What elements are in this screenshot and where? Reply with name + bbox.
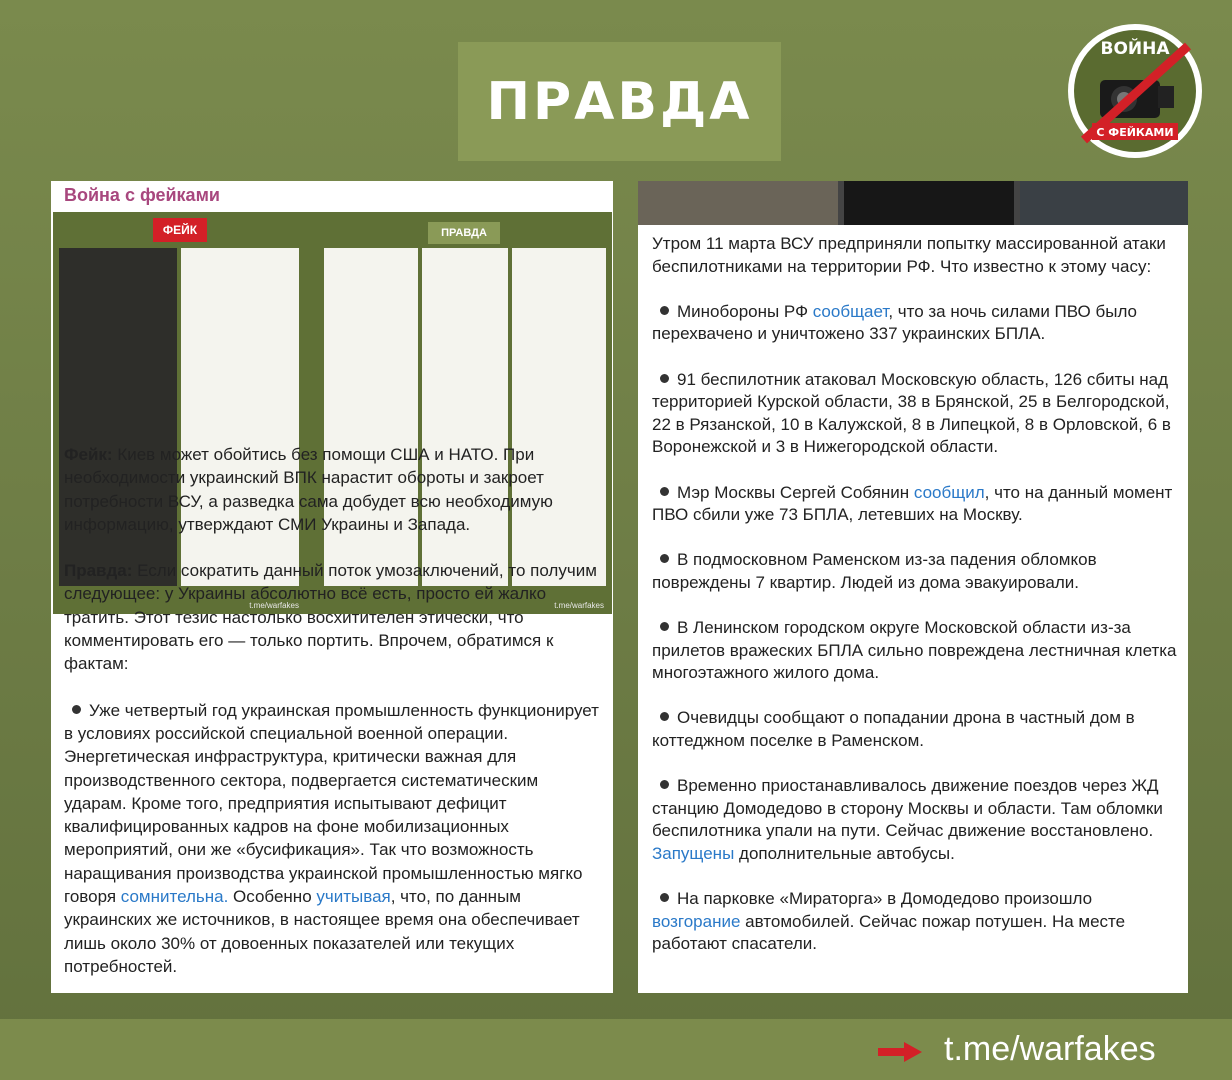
fake-thumb-tme: t.me/warfakes <box>249 601 299 610</box>
news-text: 91 беспилотник атаковал Московскую область, 126 сбиты над территорией Курской области, 38 в Брянской, 25 в Белгородской, 22 в Рязанской, 10 в Калужской, 8 в Липецкой, 8 в Орловской, 6 в Воронежской и 3 в Нижегородской области. <box>652 369 1171 457</box>
top-photo-strip <box>638 181 1188 225</box>
news-text: автомобилей. Сейчас пожар потушен. На месте работают спасатели. <box>652 911 1126 954</box>
bullet-icon <box>660 306 669 315</box>
fake-paragraph <box>64 443 604 536</box>
news-item <box>652 549 1182 594</box>
bullet-icon <box>72 705 81 714</box>
news-text: В Ленинском городском округе Московской области из-за прилетов вражеских БПЛА сильно повреждена лестничная клетка многоэтажного жилого дома. <box>652 618 1177 683</box>
news-item <box>652 775 1182 865</box>
news-item <box>652 707 1182 752</box>
truth-heading: Правда: <box>64 561 133 581</box>
truth-badge: ПРАВДА <box>428 222 500 244</box>
bullet-icon <box>660 893 669 902</box>
fake-badge: ФЕЙК <box>153 218 207 242</box>
war-on-fakes-logo <box>1066 22 1204 160</box>
news-text: Минобороны РФ <box>677 301 813 321</box>
bullet-icon <box>660 554 669 563</box>
news-text: Мэр Москвы Сергей Собянин <box>677 482 914 502</box>
news-text: , что на данный момент ПВО сбили уже 73 БПЛА, летевших на Москву. <box>652 482 1173 525</box>
considering-link[interactable]: учитывая <box>316 887 391 907</box>
news-text: , что за ночь силами ПВО было перехвачено и уничтожено 337 украинских БПЛА. <box>652 301 1138 344</box>
bullet-icon <box>660 712 669 721</box>
bullet-icon <box>660 780 669 789</box>
news-item <box>652 301 1182 346</box>
news-text: Очевидцы сообщают о попадании дрона в частный дом в коттеджном поселке в Раменском. <box>652 708 1135 751</box>
news-text: Временно приостанавливалось движение поездов через ЖД станцию Домодедово в сторону Москвы и области. Там обломки беспилотника упали на пути. Сейчас движение восстановлено. <box>652 776 1163 841</box>
doubtful-link[interactable]: сомнительна. <box>120 887 229 907</box>
bullet-icon <box>660 374 669 383</box>
truth-text: Если сократить данный поток умозаключений, то получим следующее: у Украины абсолютно всё есть, просто ей жалко тратить. Этот тезис настолько восхитителен этически, что комментировать его — только портить. Впрочем, обратимся к фактам: <box>64 561 597 674</box>
fake-text: Киев может обойтись без помощи США и НАТО. При необходимости украинский ВПК нарастит обороты и закроет потребности ВСУ, а разведка сама добудет всю необходимую информацию, утверждают СМИ Украины и Запада. <box>64 445 553 534</box>
fact-text-2: Особенно <box>228 887 317 907</box>
logo-bottom-text: С ФЕЙКАМИ <box>1096 126 1174 139</box>
launched-link[interactable]: Запущены <box>652 844 735 864</box>
arrow-right-icon <box>878 1042 922 1062</box>
news-text: В подмосковном Раменском из-за падения обломков повреждены 7 квартир. Людей из дома эвакуировали. <box>652 550 1097 592</box>
fact-bullet <box>64 699 604 979</box>
fake-heading: Фейк: <box>64 445 113 464</box>
news-item <box>652 888 1182 956</box>
banner-title: ПРАВДА <box>486 71 753 132</box>
news-item <box>652 482 1182 527</box>
bullet-icon <box>660 622 669 631</box>
footer-channel-link[interactable]: t.me/warfakes <box>944 1030 1156 1068</box>
news-item <box>652 617 1182 685</box>
news-text: дополнительные автобусы. <box>734 844 955 864</box>
bullet-icon <box>660 487 669 496</box>
logo-top-text: ВОЙНА <box>1100 39 1170 59</box>
intro-paragraph: Утром 11 марта ВСУ предприняли попытку массированной атаки беспилотниками на территории РФ. Что известно к этому часу: <box>652 234 1166 276</box>
right-card <box>638 181 1188 993</box>
photo-3 <box>1020 181 1188 225</box>
channel-name: Война с фейками <box>64 185 220 205</box>
fire-link[interactable]: возгорание <box>652 911 741 931</box>
left-card <box>51 181 613 993</box>
reported-link[interactable]: сообщил <box>913 482 985 502</box>
right-body-text <box>652 233 1182 979</box>
reports-link[interactable]: сообщает <box>812 301 889 321</box>
title-banner <box>458 42 781 161</box>
photo-2 <box>844 181 1014 225</box>
truth-thumb-tme: t.me/warfakes <box>554 601 604 610</box>
truth-paragraph <box>64 559 604 675</box>
fact-text-1: Уже четвертый год украинская промышленность функционирует в условиях российской специальной военной операции. Энергетическая инфраструктура, критически важная для производственного сектора, подвергается систематическим ударам. Кроме того, предприятия испытывают дефицит квалифицированных кадров на фоне мобилизационных мероприятий, они же «бусификация». Так что возможность наращивания производства украинской промышленностью мягко говоря <box>64 700 599 907</box>
photo-1 <box>638 181 838 225</box>
fact-text-3: , что, по данным украинских же источников, в настоящее время она обеспечивает лишь около 30% от довоенных показателей или текущих потребностей. <box>64 887 580 976</box>
news-text: На парковке «Мираторга» в Домодедово произошло <box>677 889 1093 909</box>
left-body-text <box>64 443 604 1001</box>
news-item <box>652 369 1182 459</box>
